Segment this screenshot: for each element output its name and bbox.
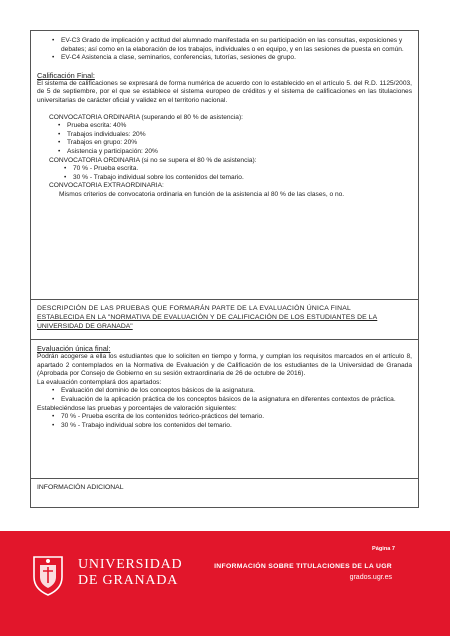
additional-info-title: INFORMACIÓN ADICIONAL [37,484,124,491]
single-evaluation-cell [30,339,419,479]
convocatoria-extraordinaria-text: Mismos criterios de convocatoria ordinaria en función de la asistencia al 80 % de las clases, o no. [59,190,345,198]
criteria-list [47,37,412,63]
evaluation-part: • Evaluación de la aplicación práctica de los conceptos básicos de la asignatura en diferentes contextos de práctica. [47,396,412,405]
single-evaluation-text: Podrán acogerse a ella los estudiantes que lo soliciten en tiempo y forma, y cumplan los requisitos marcados en el artículo 8, apartado 2 contemplados en la Normativa de Evaluación y de Calificación de los estudiantes de la Universidad de Granada (Aprobada por Consejo de Gobierno en su sesión extraordinaria de 26 de octubre de 2016). [37,353,412,378]
criteria-item: • EV-C3 Grado de implicación y actitud del alumnado manifestada en su participación en las consultas, exposiciones y debates; así como en la elaboración de los trabajos, individuales o en equipo, y en las sesiones de puesta en común. [47,37,412,54]
grade-item: • Trabajos en grupo: 20% [53,139,412,148]
grade-item: • Trabajos individuales: 20% [53,131,412,140]
convocatoria-extraordinaria: CONVOCATORIA EXTRAORDINARIA: [49,182,164,190]
single-evaluation-weights [47,413,412,430]
single-evaluation-intro: La evaluación contemplará dos apartados: [37,378,162,386]
description-line-1: DESCRIPCIÓN DE LAS PRUEBAS QUE FORMARÁN PARTE DE LA EVALUACIÓN ÚNICA FINAL [37,305,351,312]
university-name-line-2: DE GRANADA [78,573,179,588]
university-seal-icon [28,553,68,597]
criteria-item: • EV-C4 Asistencia a clase, seminarios, conferencias, tutorías, sesiones de grupo. [47,54,412,63]
description-line-2: ESTABLECIDA EN LA "NORMATIVA DE EVALUACIÓN Y DE CALIFICACIÓN DE LOS ESTUDIANTES DE LA [37,314,378,321]
footer-band [0,531,450,636]
evaluation-criteria-cell [30,30,419,300]
final-grade-heading: Calificación Final: [37,70,95,80]
grade-item: • Prueba escrita: 40% [53,122,412,131]
grade-item: • 30 % - Trabajo individual sobre los contenidos del temario. [59,174,412,183]
weight-item: • 70 % - Prueba escrita de los contenidos teórico-prácticos del temario. [47,413,412,422]
single-evaluation-parts [47,387,412,404]
final-grade-text: El sistema de calificaciones se expresará de forma numérica de acuerdo con lo establecido en el artículo 5. del R.D. 1125/2003, de 5 de septiembre, por el que se establece el sistema europeo de créditos y el sistema de calificaciones en las titulaciones universitarias de carácter oficial y validez en el territorio nacional. [37,79,412,104]
convocatoria-ordinaria-1: CONVOCATORIA ORDINARIA (superando el 80 % de asistencia): [49,113,243,121]
convocatoria-2-list [59,165,412,182]
website-link[interactable]: grados.ugr.es [349,574,392,581]
description-header-cell [30,299,419,340]
university-name-line-1: UNIVERSIDAD [78,557,183,572]
document-page [30,30,419,508]
additional-info-cell [30,478,419,508]
titulaciones-info: INFORMACIÓN SOBRE TITULACIONES DE LA UGR [214,563,392,570]
single-evaluation-heading: Evaluación única final: [37,344,111,353]
convocatoria-1-list [53,122,412,156]
evaluation-part: • Evaluación del dominio de los conceptos básicos de la asignatura. [47,387,412,396]
grade-item: • Asistencia y participación: 20% [53,148,412,157]
grade-item: • 70 % - Prueba escrita. [59,165,412,174]
single-evaluation-weights-intro: Estableciéndose las pruebas y porcentajes de valoración siguientes: [37,404,237,412]
description-line-3: UNIVERSIDAD DE GRANADA" [37,323,133,330]
page-number: Página 7 [372,546,396,552]
weight-item: • 30 % - Trabajo individual sobre los contenidos del temario. [47,422,412,431]
convocatoria-ordinaria-2: CONVOCATORIA ORDINARIA (si no se supera el 80 % de asistencia): [49,156,257,164]
